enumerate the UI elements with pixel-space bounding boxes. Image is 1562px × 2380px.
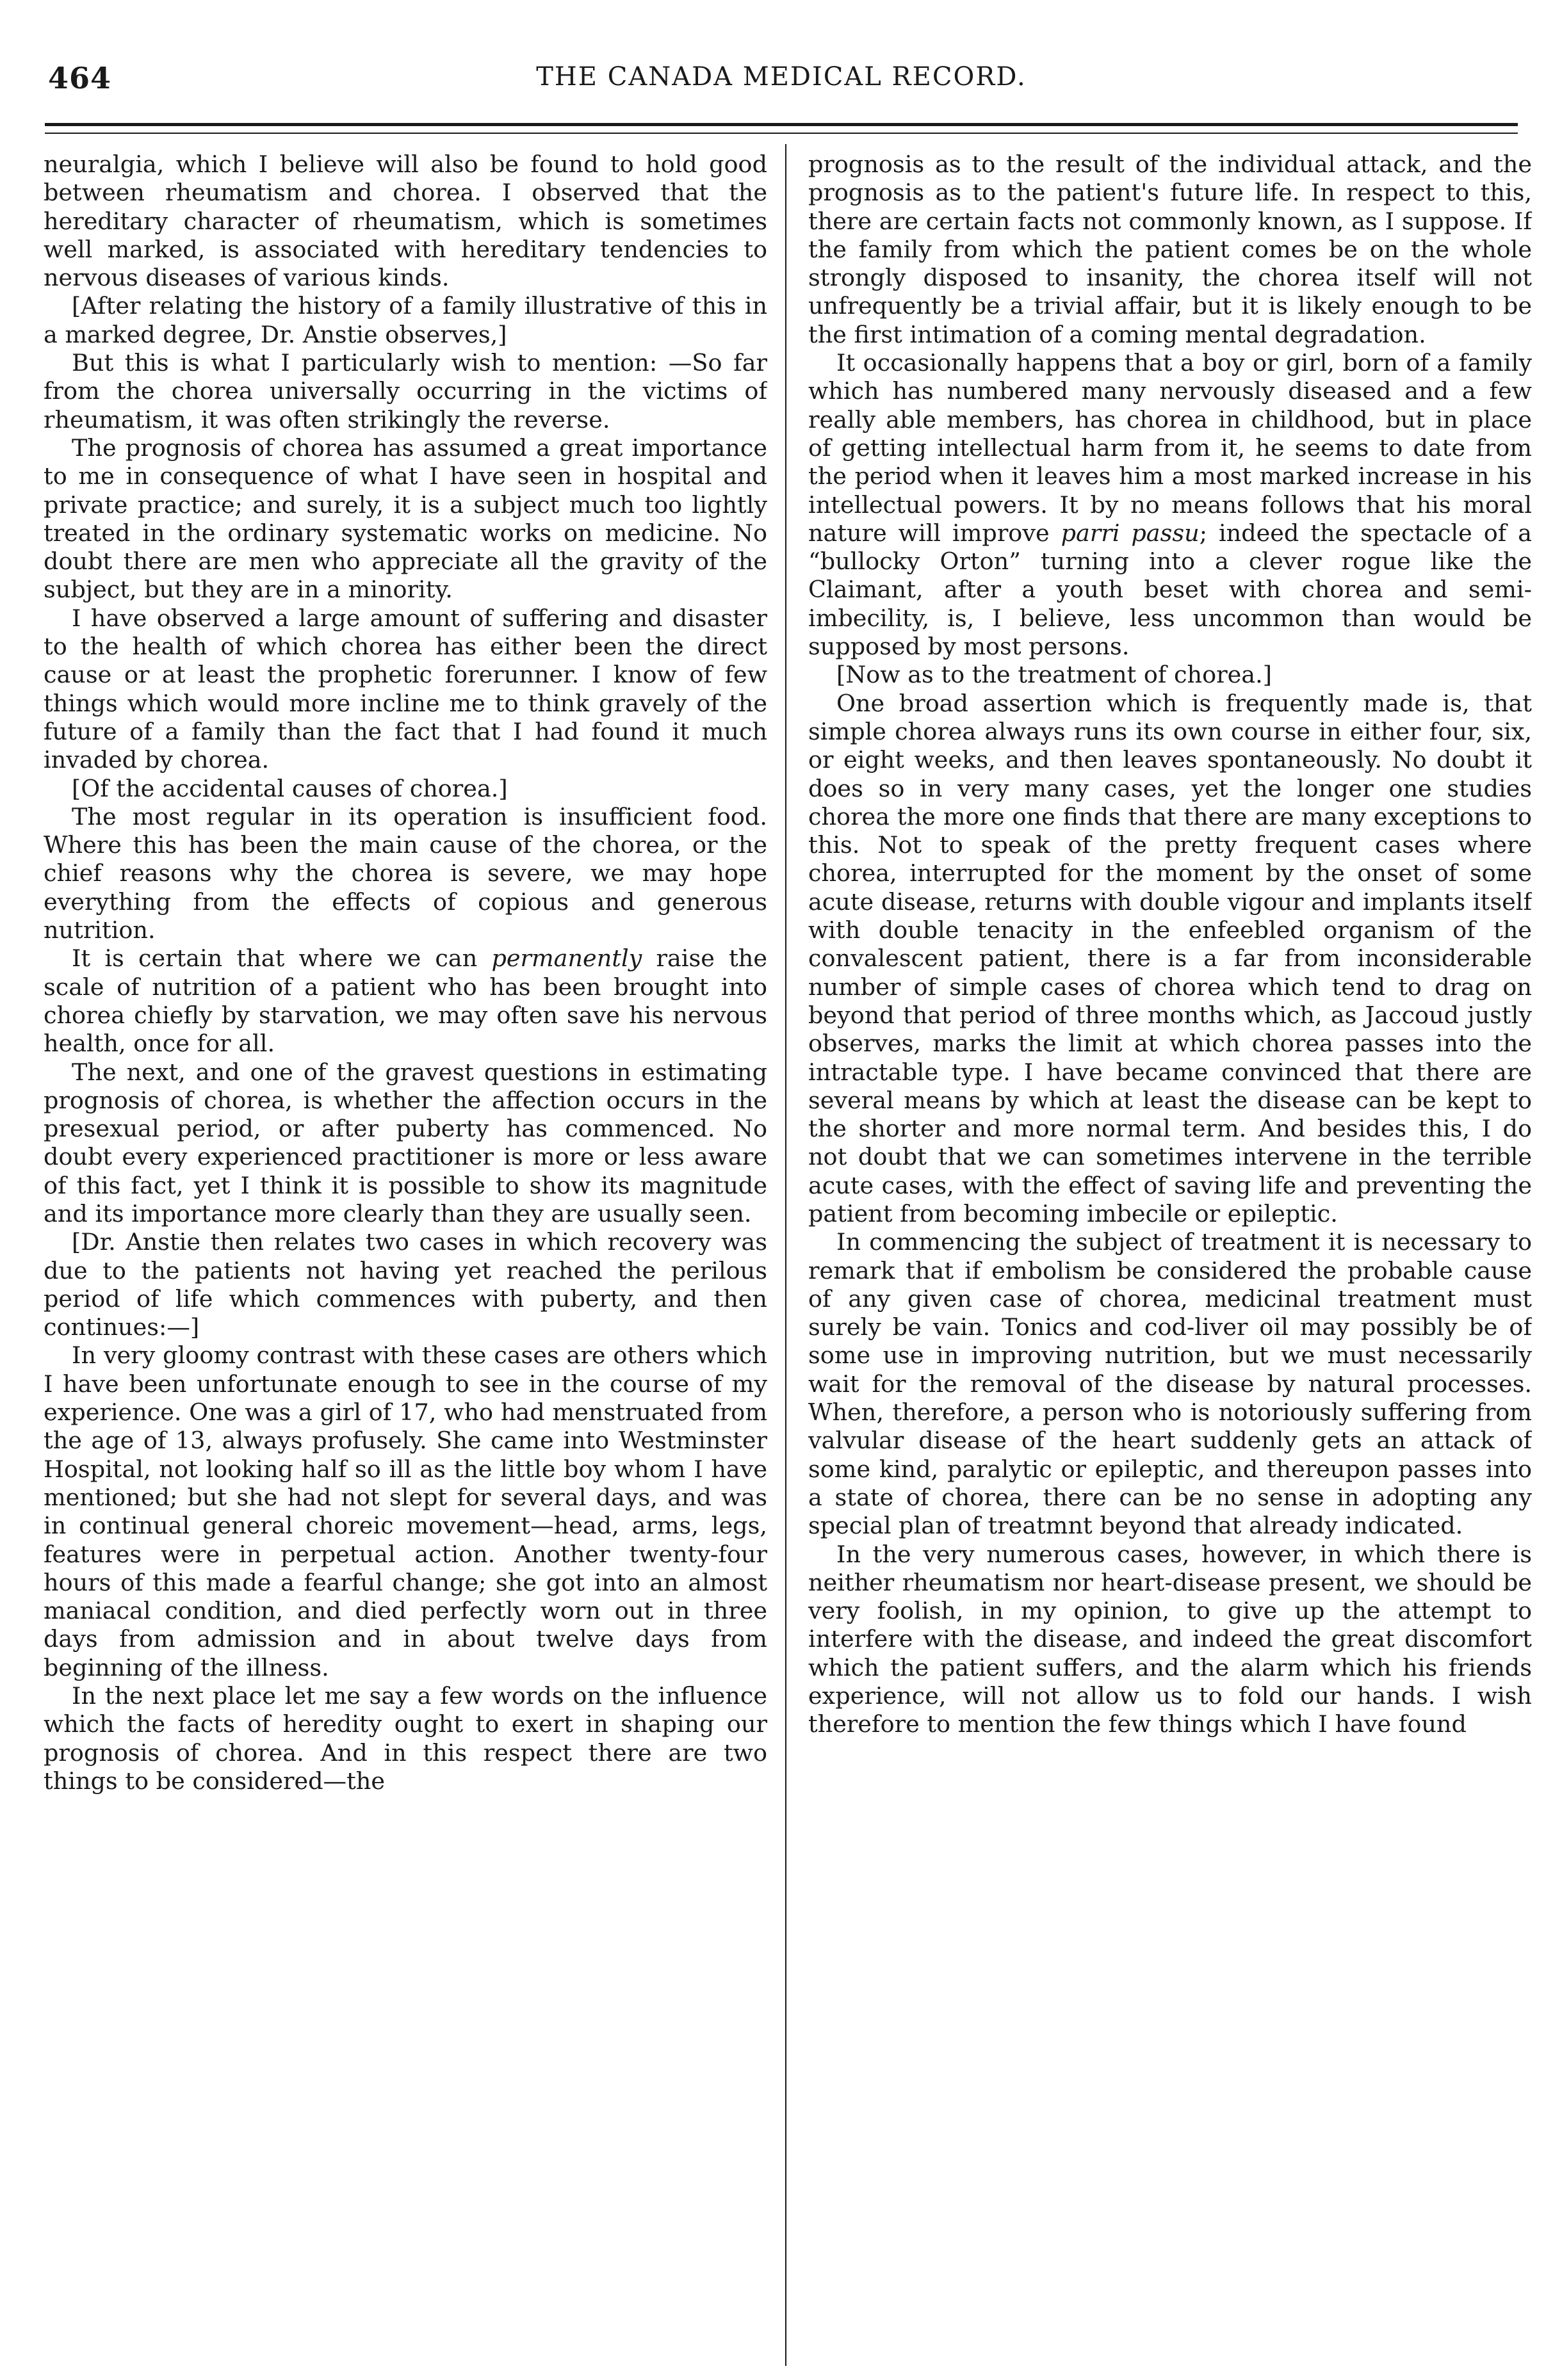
emphasis-text: permanently xyxy=(491,944,642,973)
paragraph: In the next place let me say a few words on the influence which the facts of heredity ought to exert in shaping our prognosis of chorea. And in this respect there are two things to be considered—the xyxy=(44,1682,767,1795)
editorial-note: [Of the accidental causes of chorea.] xyxy=(72,774,508,802)
paragraph: One broad assertion which is frequently made is, that simple chorea always runs its own course in either four, six, or eight weeks, and then leaves spontaneously. No doubt it does so in very many cases, yet the longer one studies chorea the more one finds that there are many exceptions to this. Not to speak of the pretty frequent cases where chorea, interrupted for the moment by the onset of some acute disease, returns with double vigour and implants itself with double tenacity in the enfeebled organism of the convalescent patient, there is a far from inconsiderable number of simple cases of chorea which tend to drag on beyond that period of three months which, as Jaccoud justly observes, marks the limit at which chorea passes into the intractable type. I have became convinced that there are several means by which at least the disease can be kept to the shorter and more normal term. And besides this, I do not doubt that we can sometimes intervene in the terrible acute cases, with the effect of saving life and preventing the patient from becoming imbecile or epileptic. xyxy=(808,689,1532,1227)
editorial-note: [Dr. Anstie then relates two cases in which recovery was due to the patients not having yet reached the perilous period of life which commences with puberty, and then continues:—] xyxy=(44,1228,767,1341)
text-run: It occasionally happens that a boy or girl, born of a family which has numbered many nervously diseased and a few really able members, has chorea in childhood, but in place of getting intellectual harm from it, he seems to date from the period when it leaves him a most marked increase in his intellectual powers. It by no means follows that his moral nature will improve xyxy=(808,349,1532,547)
paragraph: In very gloomy contrast with these cases are others which I have been unfortunate enough to see in the course of my experience. One was a girl of 17, who had menstruated from the age of 13, always profusely. She came into Westminster Hospital, not looking half so ill as the little boy whom I have mentioned; but she had not slept for several days, and was in continual general choreic movement—head, arms, legs, features were in perpetual action. Another twenty-four hours of this made a fearful change; she got into an almost maniacal condition, and died perfectly worn out in three days from admission and in about twelve days from beginning of the illness. xyxy=(44,1341,767,1681)
text-run: ; indeed the spectacle of a “bullocky Orton” turning into a clever rogue like the Claimant, after a youth beset with chorea and semi-imbecility, is, I believe, less uncommon than would be supposed by most persons. xyxy=(808,519,1532,661)
page-number: 464 xyxy=(48,61,112,95)
journal-title: THE CANADA MEDICAL RECORD. xyxy=(536,62,1027,92)
column-divider xyxy=(785,144,786,2366)
paragraph: neuralgia, which I believe will also be found to hold good between rheumatism and chorea. I observed that the hereditary character of rheumatism, which is sometimes well marked, is associated with hereditary tendencies to nervous diseases of various kinds. xyxy=(44,150,767,292)
header-rule-thin xyxy=(45,133,1518,134)
paragraph: The next, and one of the gravest questions in estimating prognosis of chorea, is whether the affection occurs in the presexual period, or after puberty has commenced. No doubt every experienced practitioner is more or less aware of this fact, yet I think it is possible to show its magnitude and its importance more clearly than they are usually seen. xyxy=(44,1058,767,1227)
paragraph: But this is what I particularly wish to mention: —So far from the chorea universally occurring in the victims of rheumatism, it was often strikingly the reverse. xyxy=(44,349,767,433)
right-column xyxy=(808,150,1532,2372)
header-rule-thick xyxy=(45,123,1518,126)
left-column xyxy=(44,150,767,2372)
paragraph: prognosis as to the result of the individual attack, and the prognosis as to the patient's future life. In respect to this, there are certain facts not commonly known, as I suppose. If the family from which the patient comes be on the whole strongly disposed to insanity, the chorea itself will not unfrequently be a trivial affair, but it is likely enough to be the first intimation of a coming mental degradation. xyxy=(808,150,1532,348)
text-run: It is certain that where we can xyxy=(72,944,492,973)
paragraph-parri-passu xyxy=(808,349,1532,661)
paragraph: In commencing the subject of treatment it is necessary to remark that if embolism be considered the probable cause of any given case of chorea, medicinal treatment must surely be vain. Tonics and cod-liver oil may possibly be of some use in improving nutrition, but we must necessarily wait for the removal of the disease by natural processes. When, therefore, a person who is notoriously suffering from valvular disease of the heart suddenly gets an attack of some kind, paralytic or epileptic, and thereupon passes into a state of chorea, there can be no sense in adopting any special plan of treatmnt beyond that already indicated. xyxy=(808,1228,1532,1540)
paragraph: The most regular in its operation is insufficient food. Where this has been the main cause of the chorea, or the chief reasons why the chorea is severe, we may hope everything from the effects of copious and generous nutrition. xyxy=(44,802,767,944)
emphasis-text: parri passu xyxy=(1061,519,1200,547)
paragraph: The prognosis of chorea has assumed a great importance to me in consequence of what I have seen in hospital and private practice; and surely, it is a subject much too lightly treated in the ordinary systematic works on medicine. No doubt there are men who appreciate all the gravity of the subject, but they are in a minority. xyxy=(44,433,767,604)
paragraph: In the very numerous cases, however, in which there is neither rheumatism nor heart-disease present, we should be very foolish, in my opinion, to give up the attempt to interfere with the disease, and indeed the great discomfort which the patient suffers, and the alarm which his friends experience, will not allow us to fold our hands. I wish therefore to mention the few things which I have found xyxy=(808,1540,1532,1738)
text-run: raise the scale of nutrition of a patient who has been brought into chorea chiefly by starvation, we may often save his nervous health, once for all. xyxy=(44,944,767,1058)
editorial-note: [Now as to the treatment of chorea.] xyxy=(836,661,1272,689)
paragraph: I have observed a large amount of suffering and disaster to the health of which chorea has either been the direct cause or at least the prophetic forerunner. I know of few things which would more incline me to think gravely of the future of a family than the fact that I had found it much invaded by chorea. xyxy=(44,604,767,774)
paragraph-permanently xyxy=(44,944,767,1058)
page-header xyxy=(38,61,1524,99)
editorial-note: [After relating the history of a family illustrative of this in a marked degree, Dr. Anstie observes,] xyxy=(44,292,767,348)
